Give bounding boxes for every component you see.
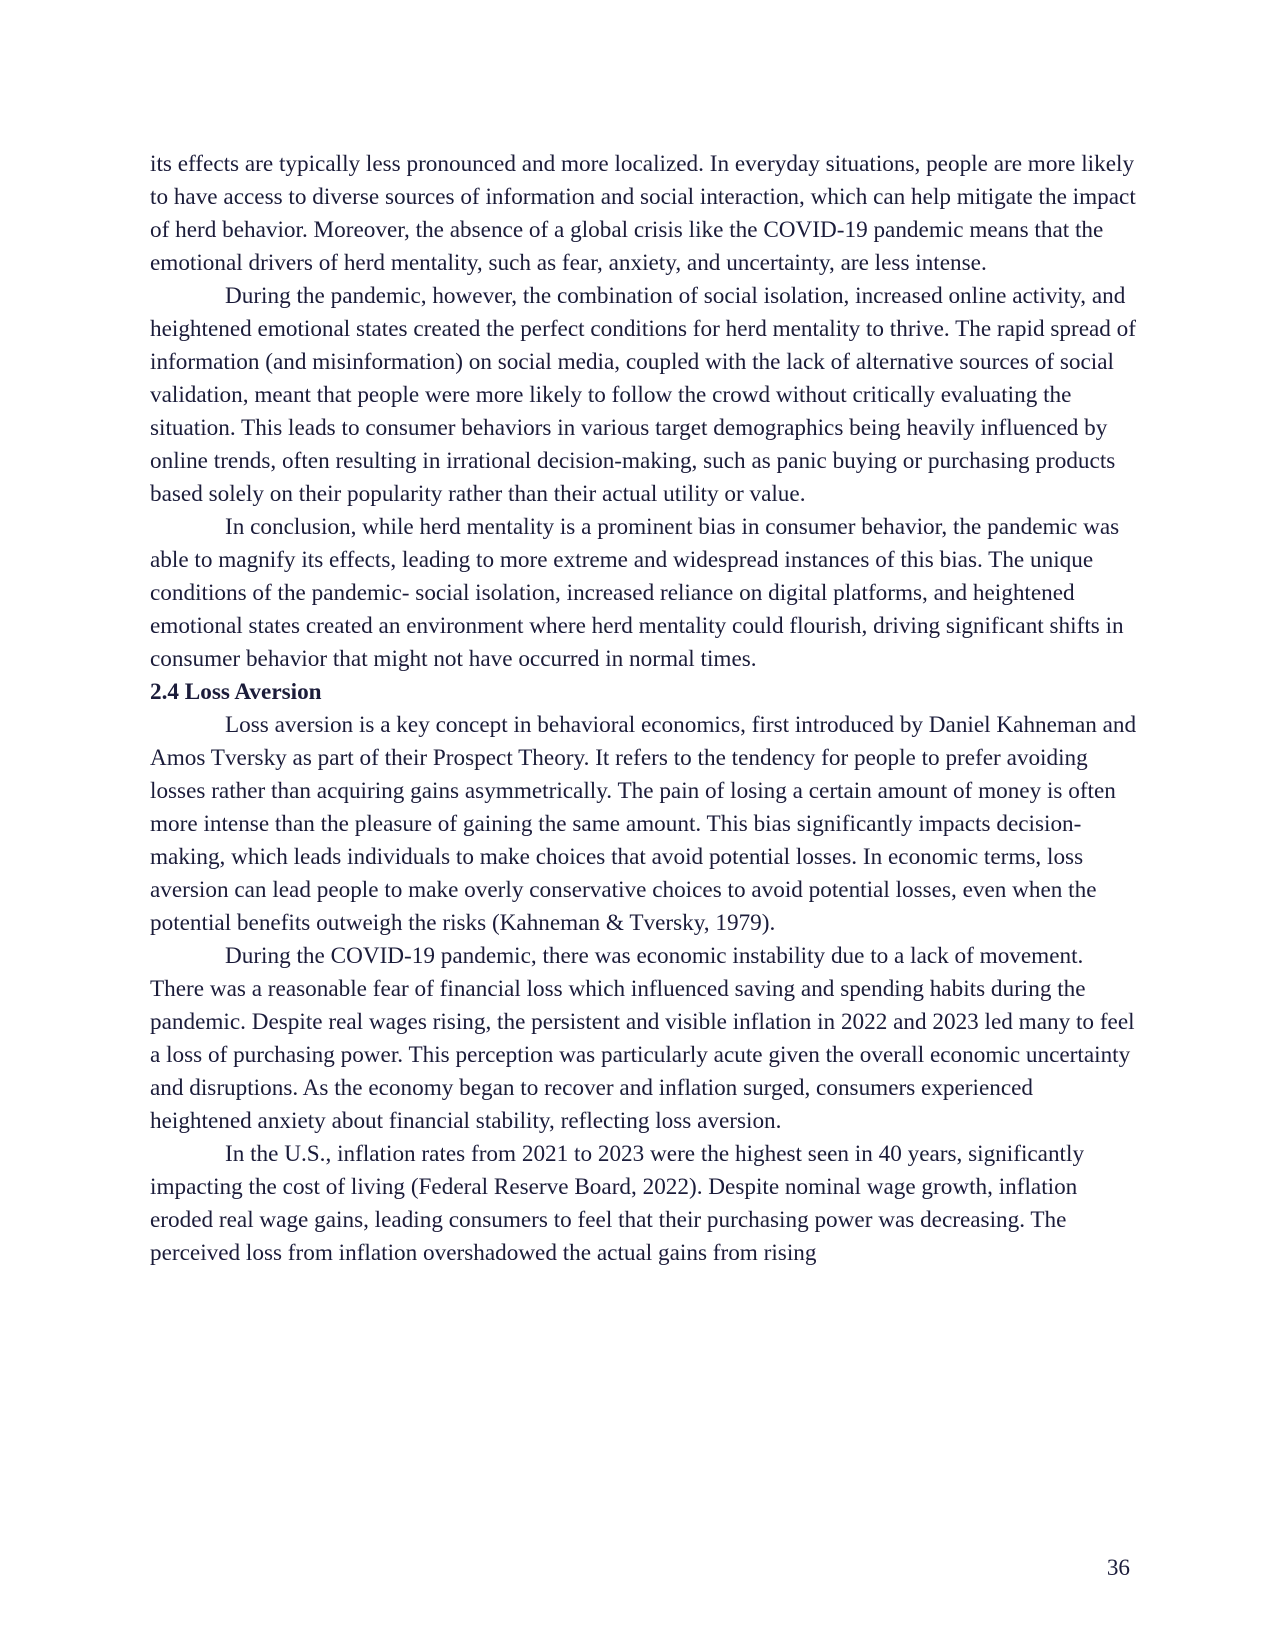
body-text — [150, 148, 1140, 1270]
page-number: 36 — [1106, 1555, 1130, 1581]
paragraph-herd-effects-normal-times: its effects are typically less pronounced and more localized. In everyday situations, people are more likely to have access to diverse sources of information and social interaction, which can help mitigate the impact of herd behavior. Moreover, the absence of a global crisis like the COVID-19 pandemic means that the emotional drivers of herd mentality, such as fear, anxiety, and uncertainty, are less intense. — [150, 151, 1136, 276]
paragraph-loss-aversion-definition: Loss aversion is a key concept in behavioral economics, first introduced by Daniel Kahneman and Amos Tversky as part of their Prospect Theory. It refers to the tendency for people to prefer avoiding losses rather than acquiring gains asymmetrically. The pain of losing a certain amount of money is often more intense than the pleasure of gaining the same amount. This bias significantly impacts decision-making, which leads individuals to make choices that avoid potential losses. In economic terms, loss aversion can lead people to make overly conservative choices to avoid potential losses, even when the potential benefits outweigh the risks (Kahneman & Tversky, 1979). — [150, 712, 1137, 936]
paragraph-loss-aversion-inflation: In the U.S., inflation rates from 2021 to 2023 were the highest seen in 40 years, significantly impacting the cost of living (Federal Reserve Board, 2022). Despite nominal wage growth, inflation eroded real wage gains, leading consumers to feel that their purchasing power was decreasing. The perceived loss from inflation overshadowed the actual gains from rising — [150, 1141, 1085, 1266]
paragraph-herd-during-pandemic: During the pandemic, however, the combination of social isolation, increased online activity, and heightened emotional states created the perfect conditions for herd mentality to thrive. The rapid spread of information (and misinformation) on social media, coupled with the lack of alternative sources of social validation, meant that people were more likely to follow the crowd without critically evaluating the situation. This leads to consumer behaviors in various target demographics being heavily influenced by online trends, often resulting in irrational decision-making, such as panic buying or purchasing products based solely on their popularity rather than their actual utility or value. — [150, 283, 1136, 507]
section-heading-loss-aversion: 2.4 Loss Aversion — [150, 679, 322, 705]
paragraph-herd-conclusion: In conclusion, while herd mentality is a prominent bias in consumer behavior, the pandemic was able to magnify its effects, leading to more extreme and widespread instances of this bias. The unique conditions of the pandemic- social isolation, increased reliance on digital platforms, and heightened emotional states created an environment where herd mentality could flourish, driving significant shifts in consumer behavior that might not have occurred in normal times. — [150, 514, 1124, 672]
paragraph-loss-aversion-pandemic: During the COVID-19 pandemic, there was economic instability due to a lack of movement. There was a reasonable fear of financial loss which influenced saving and spending habits during the pandemic. Despite real wages rising, the persistent and visible inflation in 2022 and 2023 led many to feel a loss of purchasing power. This perception was particularly acute given the overall economic uncertainty and disruptions. As the economy began to recover and inflation surged, consumers experienced heightened anxiety about financial stability, reflecting loss aversion. — [150, 943, 1135, 1134]
